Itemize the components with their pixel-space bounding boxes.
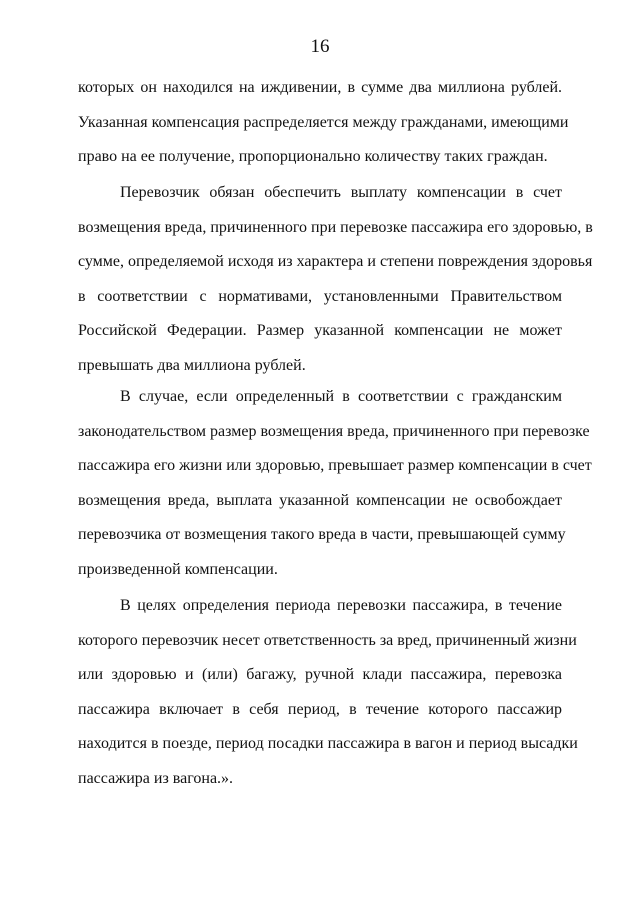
text-line: перевозчика от возмещения такого вреда в части, превышающей сумму: [78, 526, 566, 544]
paragraph-3: [78, 380, 592, 588]
text-line: которого перевозчик несет ответственность за вред, причиненный жизни: [78, 631, 577, 649]
text-line: пассажира из вагона.».: [78, 769, 234, 787]
text-line: В случае, если определенный в соответствии с гражданским: [120, 388, 562, 405]
text-line: произведенной компенсации.: [78, 560, 278, 578]
page-number: 16: [310, 36, 330, 57]
text-line: пассажира включает в себя период, в течение которого пассажир: [78, 700, 562, 718]
text-line: законодательством размер возмещения вреда, причиненного при перевозке: [78, 422, 590, 440]
text-line: находится в поезде, период посадки пассажира в вагон и период высадки: [78, 735, 578, 753]
text-line: возмещения вреда, выплата указанной компенсации не освобождает: [78, 491, 562, 509]
paragraph-1: [78, 71, 569, 175]
text-line: которых он находился на иждивении, в сумме два миллиона рублей.: [78, 79, 562, 96]
text-line: В целях определения периода перевозки пассажира, в течение: [120, 597, 562, 614]
paragraph-4: [78, 589, 578, 797]
text-line: Российской Федерации. Размер указанной компенсации не может: [78, 322, 562, 340]
text-line: пассажира его жизни или здоровью, превышает размер компенсации в счет: [78, 457, 592, 475]
paragraph-2: [78, 176, 593, 384]
text-line: сумме, определяемой исходя из характера и степени повреждения здоровья: [78, 253, 593, 271]
text-line: или здоровью и (или) багажу, ручной клади пассажира, перевозка: [78, 666, 562, 684]
text-line: Перевозчик обязан обеспечить выплату компенсации в счет: [120, 184, 562, 201]
text-line: превышать два миллиона рублей.: [78, 356, 306, 374]
text-line: в соответствии с нормативами, установленными Правительством: [78, 287, 562, 305]
text-line: возмещения вреда, причиненного при перевозке пассажира его здоровью, в: [78, 218, 593, 236]
text-line: право на ее получение, пропорционально количеству таких граждан.: [78, 148, 548, 166]
text-line: Указанная компенсация распределяется между гражданами, имеющими: [78, 113, 569, 131]
